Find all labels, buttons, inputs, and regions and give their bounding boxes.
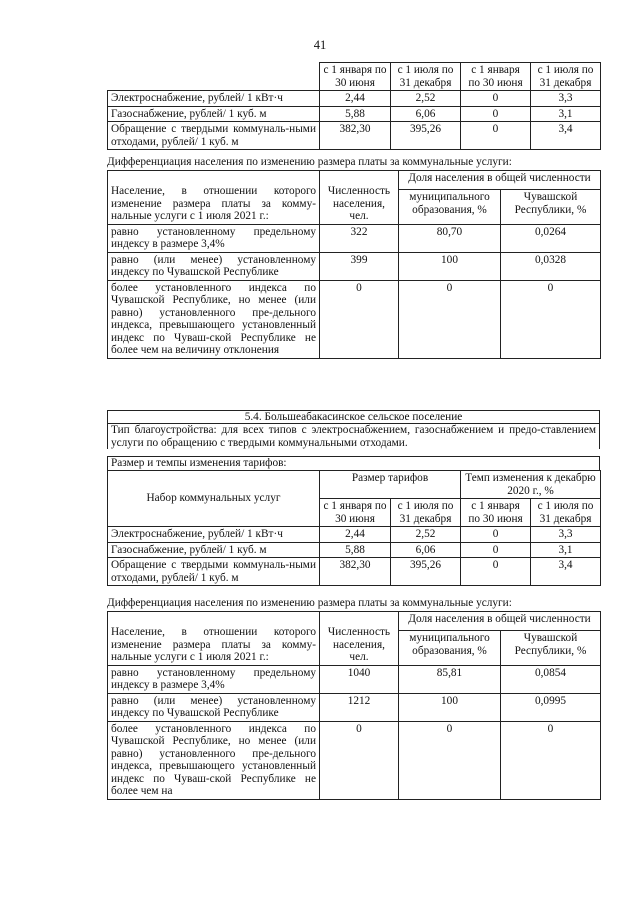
rate-change-header: Темп изменения к декабрю 2020 г., % xyxy=(461,471,601,499)
tariff-value: 0 xyxy=(461,542,531,558)
tariff-value: 395,26 xyxy=(391,558,461,586)
population-label: равно (или менее) установленному индексу по Чувашской Республике xyxy=(108,693,320,721)
municipal-header: муниципального образования, % xyxy=(399,190,501,224)
municipal-share: 80,70 xyxy=(399,224,501,252)
tariff-value: 5,88 xyxy=(320,106,391,122)
table-row xyxy=(108,693,601,721)
differentiation-title: Дифференциация населения по изменению размера платы за коммунальные услуги: xyxy=(107,156,512,168)
tariff-value: 2,52 xyxy=(391,91,461,107)
tariff-size-header: Размер тарифов xyxy=(320,471,461,499)
republic-share: 0,0328 xyxy=(501,252,601,280)
diff-header-row xyxy=(108,612,601,631)
table-row xyxy=(108,224,601,252)
differentiation-table-bottom xyxy=(107,611,601,800)
tariff-value: 3,4 xyxy=(531,122,601,150)
tariff-table-bottom xyxy=(107,470,601,586)
population-header: Население, в отношении которого изменение размера платы за комму-нальные услуги с 1 июля 2021 г.: xyxy=(108,612,320,666)
tariff-value: 382,30 xyxy=(320,122,391,150)
municipal-share: 85,81 xyxy=(399,665,501,693)
municipal-share: 0 xyxy=(399,280,501,358)
differentiation-table-top xyxy=(107,170,601,359)
section-title: 5.4. Большеабакасинское сельское поселение xyxy=(107,410,600,424)
population-label: более установленного индекса по Чувашской Республике, но менее (или равно) установленного пре-дельного индекса, превышающего установленный индекс по Чуваш-ской Республике не более чем на xyxy=(108,721,320,799)
table-row xyxy=(108,542,601,558)
table-row xyxy=(108,721,601,799)
count-header: Численность населения, чел. xyxy=(320,612,399,666)
tariff-value: 0 xyxy=(461,122,531,150)
tariff-header-row xyxy=(108,471,601,499)
republic-header: Чувашской Республики, % xyxy=(501,190,601,224)
population-label: равно установленному предельному индексу в размере 3,4% xyxy=(108,224,320,252)
tariff-value: 0 xyxy=(461,106,531,122)
municipal-share: 0 xyxy=(399,721,501,799)
municipal-share: 100 xyxy=(399,252,501,280)
period-1: с 1 января по 30 июня xyxy=(320,63,391,91)
republic-share: 0,0995 xyxy=(501,693,601,721)
table-row xyxy=(108,527,601,543)
table-row xyxy=(108,280,601,358)
municipal-header: муниципального образования, % xyxy=(399,631,501,665)
population-count: 399 xyxy=(320,252,399,280)
tariff-name: Газоснабжение, рублей/ 1 куб. м xyxy=(108,542,320,558)
period-1: с 1 января по 30 июня xyxy=(320,499,391,527)
table-row xyxy=(108,122,601,150)
tariff-value: 6,06 xyxy=(391,106,461,122)
population-count: 1212 xyxy=(320,693,399,721)
tariff-value: 3,4 xyxy=(531,558,601,586)
tariff-value: 0 xyxy=(461,91,531,107)
tariff-value: 395,26 xyxy=(391,122,461,150)
tariff-value: 382,30 xyxy=(320,558,391,586)
period-4: с 1 июля по 31 декабря xyxy=(531,499,601,527)
table-row xyxy=(108,91,601,107)
tariff-name: Газоснабжение, рублей/ 1 куб. м xyxy=(108,106,320,122)
share-header: Доля населения в общей численности xyxy=(399,612,601,631)
republic-share: 0 xyxy=(501,280,601,358)
municipal-share: 100 xyxy=(399,693,501,721)
tariff-name: Обращение с твердыми коммуналь-ными отходами, рублей/ 1 куб. м xyxy=(108,122,320,150)
tariff-value: 0 xyxy=(461,558,531,586)
page-number: 41 xyxy=(313,38,327,52)
tariff-table-top xyxy=(107,62,601,150)
share-header: Доля населения в общей численности xyxy=(399,171,601,190)
tariff-value: 3,3 xyxy=(531,527,601,543)
population-label: более установленного индекса по Чувашской Республике, но менее (или равно) установленного пре-дельного индекса, превышающего установленный индекс по Чуваш-ской Республике не более чем на величину отклонения xyxy=(108,280,320,358)
diff-header-row xyxy=(108,171,601,190)
population-count: 0 xyxy=(320,721,399,799)
republic-share: 0,0854 xyxy=(501,665,601,693)
population-count: 1040 xyxy=(320,665,399,693)
tariff-name: Электроснабжение, рублей/ 1 кВт·ч xyxy=(108,91,320,107)
tariff-value: 3,1 xyxy=(531,542,601,558)
improvement-type-text: Тип благоустройства: для всех типов с электроснабжением, газоснабжением и предо-ставлением услуги по обращению с твердыми коммунальными отходами. xyxy=(107,423,600,449)
tariff-value: 0 xyxy=(461,527,531,543)
differentiation-title: Дифференциация населения по изменению размера платы за коммунальные услуги: xyxy=(107,597,512,609)
service-set-header: Набор коммунальных услуг xyxy=(108,471,320,527)
population-header: Население, в отношении которого изменение размера платы за комму-нальные услуги с 1 июля 2021 г.: xyxy=(108,171,320,225)
table-row xyxy=(108,252,601,280)
tariff-name-header-cell xyxy=(108,63,320,91)
period-3: с 1 января по 30 июня xyxy=(461,63,531,91)
period-3: с 1 января по 30 июня xyxy=(461,499,531,527)
tariff-value: 3,3 xyxy=(531,91,601,107)
population-label: равно установленному предельному индексу в размере 3,4% xyxy=(108,665,320,693)
tariff-value: 5,88 xyxy=(320,542,391,558)
republic-header: Чувашской Республики, % xyxy=(501,631,601,665)
period-2: с 1 июля по 31 декабря xyxy=(391,499,461,527)
republic-share: 0 xyxy=(501,721,601,799)
tariff-value: 6,06 xyxy=(391,542,461,558)
population-count: 322 xyxy=(320,224,399,252)
table-row xyxy=(108,106,601,122)
period-2: с 1 июля по 31 декабря xyxy=(391,63,461,91)
tariff-value: 2,44 xyxy=(320,91,391,107)
republic-share: 0,0264 xyxy=(501,224,601,252)
tariff-name: Электроснабжение, рублей/ 1 кВт·ч xyxy=(108,527,320,543)
population-count: 0 xyxy=(320,280,399,358)
population-label: равно (или менее) установленному индексу по Чувашской Республике xyxy=(108,252,320,280)
period-4: с 1 июля по 31 декабря xyxy=(531,63,601,91)
tariff-value: 3,1 xyxy=(531,106,601,122)
tariff-value: 2,44 xyxy=(320,527,391,543)
tariff-value: 2,52 xyxy=(391,527,461,543)
table-row xyxy=(108,558,601,586)
count-header: Численность населения, чел. xyxy=(320,171,399,225)
tariff-name: Обращение с твердыми коммуналь-ными отходами, рублей/ 1 куб. м xyxy=(108,558,320,586)
tariffs-label: Размер и темпы изменения тарифов: xyxy=(107,456,600,470)
tariff-period-header xyxy=(108,63,601,91)
table-row xyxy=(108,665,601,693)
